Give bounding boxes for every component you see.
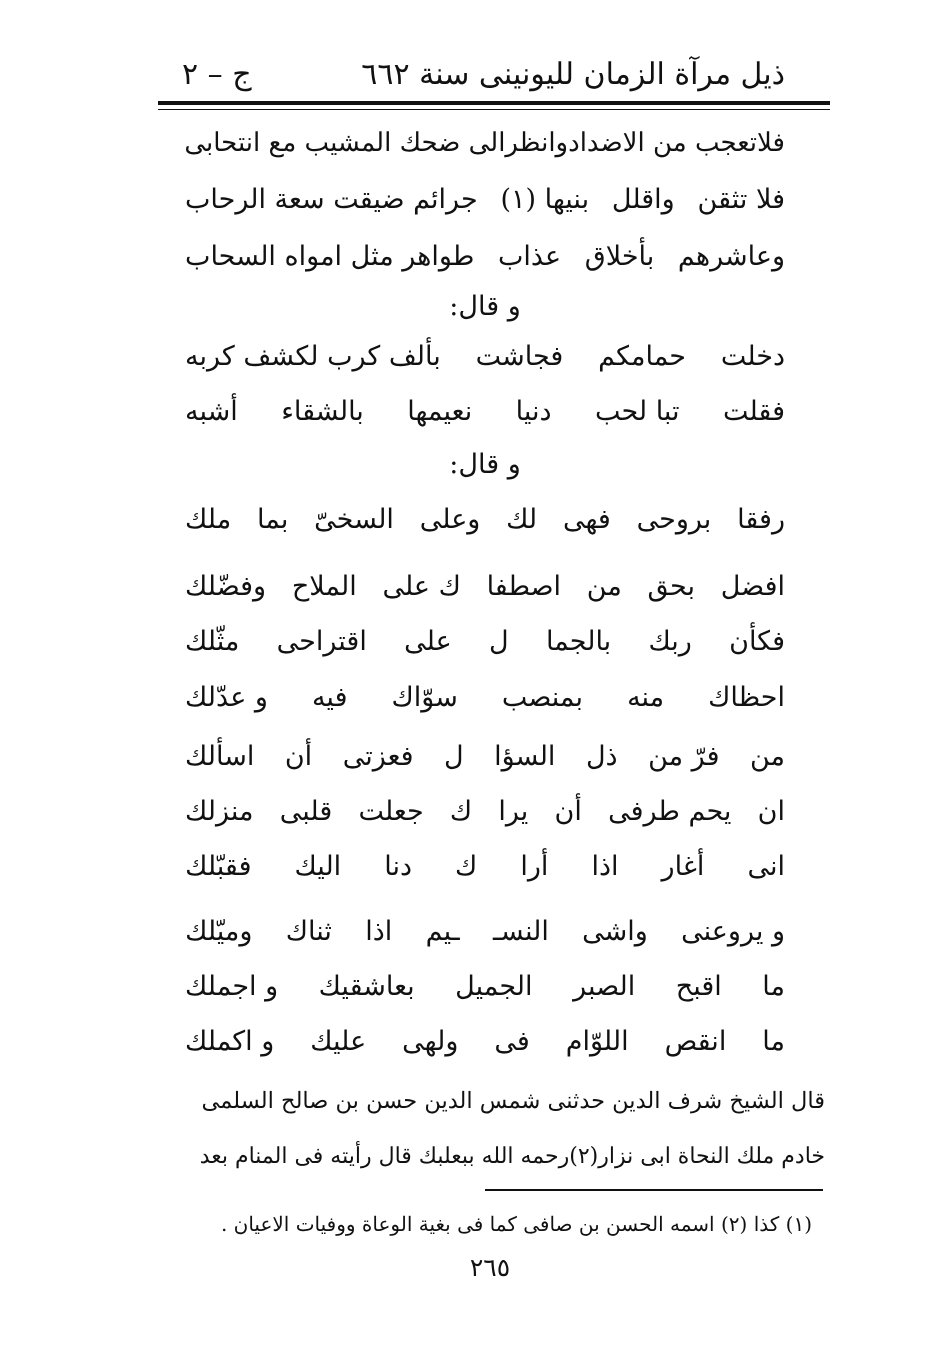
verse-word: فيه [311, 682, 348, 713]
verse-word: ما [762, 971, 785, 1002]
header-rule [158, 101, 830, 105]
verse-word: اليك [294, 851, 342, 882]
verse-word: السؤا [494, 741, 556, 772]
verse-word: واشى [582, 916, 648, 947]
verse-word: الملاح [291, 571, 357, 602]
verse-line [185, 235, 785, 279]
verse-word: ك على [382, 571, 461, 602]
verse-word: بالشقاء [281, 396, 364, 427]
verse-word: و اجملك [185, 971, 279, 1002]
verse-word: انى [747, 851, 785, 882]
verse-word: ل [444, 741, 464, 772]
verse-word: ل [489, 626, 509, 657]
verse-word: نعيمها [407, 396, 473, 427]
verse-word: الصبر [573, 971, 636, 1002]
verse-word: و اكملك [185, 1026, 275, 1057]
verse-line [185, 498, 785, 542]
verse-word: فعزتى [342, 741, 414, 772]
verse-line [185, 1020, 785, 1064]
verse-word: فهى [562, 504, 611, 535]
verse-word: اصطفا [486, 571, 562, 602]
verse-word: أغار [661, 851, 705, 882]
prose-line: قال الشيخ شرف الدين حدثنى شمس الدين حسن بن صالح السلمى [201, 1088, 825, 1114]
verse-word: أن [554, 796, 582, 827]
volume-number: ج – ٢ [182, 57, 252, 92]
verse-line [185, 390, 785, 434]
verse-word: أن [284, 741, 313, 772]
verse-line [185, 620, 785, 664]
verse-word: فقلت [722, 396, 785, 427]
verse-word: لك [506, 504, 538, 535]
verse-word: أرا [520, 851, 549, 882]
verse-word: طواهر مثل امواه السحاب [185, 241, 475, 272]
verse-word: ما [762, 1026, 785, 1057]
verse-word: يرا [498, 796, 529, 827]
verse-word: فجاشت [475, 341, 564, 372]
verse-line [185, 121, 785, 165]
wa-qal-heading: و قال: [449, 449, 521, 480]
verse-word: بنيها (١) [500, 184, 590, 215]
verse-word: ك [455, 851, 478, 882]
verse-word: بأخلاق [584, 241, 655, 272]
verse-word: بعاشقيك [318, 971, 415, 1002]
verse-word: الجميل [455, 971, 533, 1002]
verse-word: اقبح [675, 971, 722, 1002]
verse-word: تبا لحب [594, 396, 680, 427]
verse-word: بروحى [636, 504, 712, 535]
verse-word: قلبى [279, 796, 333, 827]
verse-line [185, 910, 785, 954]
verse-word: يحم طرفى [608, 796, 732, 827]
verse-word: فلا تثقن [697, 184, 785, 215]
verse-word: بمنصب [501, 682, 584, 713]
verse-word: دخلت [720, 341, 785, 372]
verse-word: ثناك [285, 916, 332, 947]
verse-word: مثّلك [185, 626, 240, 657]
verse-line [185, 676, 785, 720]
footnote-rule [485, 1189, 823, 1191]
running-header-title: ذيل مرآة الزمان لليونينى سنة ٦٦٢ [361, 57, 785, 92]
verse-word: سوّاك [391, 682, 458, 713]
verse-word: و يروعنى [681, 916, 785, 947]
prose-line: خادم ملك النحاة ابى نزار(٢)رحمه الله ببعلبك قال رأيته فى المنام بعد [199, 1144, 825, 1169]
verse-line [185, 178, 785, 222]
verse-word: احظاك [708, 682, 785, 713]
verse-word: وفضّلك [185, 571, 267, 602]
verse-word: فرّ من [648, 741, 720, 772]
verse-word: الى ضحك المشيب مع انتحابى [184, 128, 506, 158]
verse-line [185, 565, 785, 609]
verse-word: افضل [720, 571, 785, 602]
verse-word: من [586, 571, 622, 602]
verse-word: رفقا [737, 504, 785, 535]
verse-word: اسألك [185, 741, 255, 772]
verse-word: فكأن [729, 626, 785, 657]
verse-word: وانظر [505, 128, 569, 158]
verse-word: ـيم [425, 916, 460, 947]
verse-word: و عدّلك [185, 682, 268, 713]
verse-word: ذل [585, 741, 618, 772]
verse-word: ولهى [402, 1026, 459, 1057]
verse-word: دنيا [515, 396, 552, 427]
verse-word: بحق [647, 571, 695, 602]
header-rule-thin [158, 109, 830, 110]
verse-word: انقص [664, 1026, 727, 1057]
verse-word: ان [757, 796, 785, 827]
verse-word: النسـ [492, 916, 549, 947]
verse-word: واقلل [611, 184, 675, 215]
verse-word: جعلت [358, 796, 424, 827]
verse-word: منه [627, 682, 665, 713]
verse-word: فقبّلك [185, 851, 252, 882]
verse-word: جرائم ضيقت سعة الرحاب [185, 184, 478, 215]
verse-word: اذا [591, 851, 619, 882]
verse-word: فلاتعجب من الاضداد [568, 128, 785, 158]
verse-line [185, 335, 785, 379]
verse-word: اذا [365, 916, 393, 947]
verse-word: ربك [648, 626, 692, 657]
verse-word: اقتراحى [276, 626, 367, 657]
verse-line [185, 845, 785, 889]
verse-word: ك [449, 796, 473, 827]
verse-word: ملك [185, 504, 232, 535]
verse-word: بألف كرب لكشف كربه [185, 341, 441, 372]
verse-word: وعلى [419, 504, 481, 535]
verse-word: وعاشرهم [677, 241, 785, 272]
verse-line [185, 790, 785, 834]
verse-line [185, 965, 785, 1009]
verse-word: أشبه [185, 396, 238, 427]
verse-word: فى [494, 1026, 530, 1057]
verse-word: بالجما [545, 626, 612, 657]
verse-word: اللوّام [565, 1026, 629, 1057]
footnote: (١) كذا (٢) اسمه الحسن بن صافى كما فى بغية الوعاة ووفيات الاعيان . [220, 1212, 812, 1236]
verse-word: من [749, 741, 785, 772]
verse-word: على [404, 626, 452, 657]
verse-word: دنا [384, 851, 412, 882]
verse-word: حمامكم [598, 341, 686, 372]
verse-word: منزلك [185, 796, 254, 827]
verse-word: وميّلك [185, 916, 253, 947]
verse-word: بما [256, 504, 289, 535]
verse-word: عليك [310, 1026, 367, 1057]
verse-line [185, 735, 785, 779]
page-number: ٢٦٥ [469, 1253, 511, 1282]
wa-qal-heading: و قال: [449, 291, 521, 322]
verse-word: السخىّ [314, 504, 394, 535]
verse-word: عذاب [497, 241, 562, 272]
